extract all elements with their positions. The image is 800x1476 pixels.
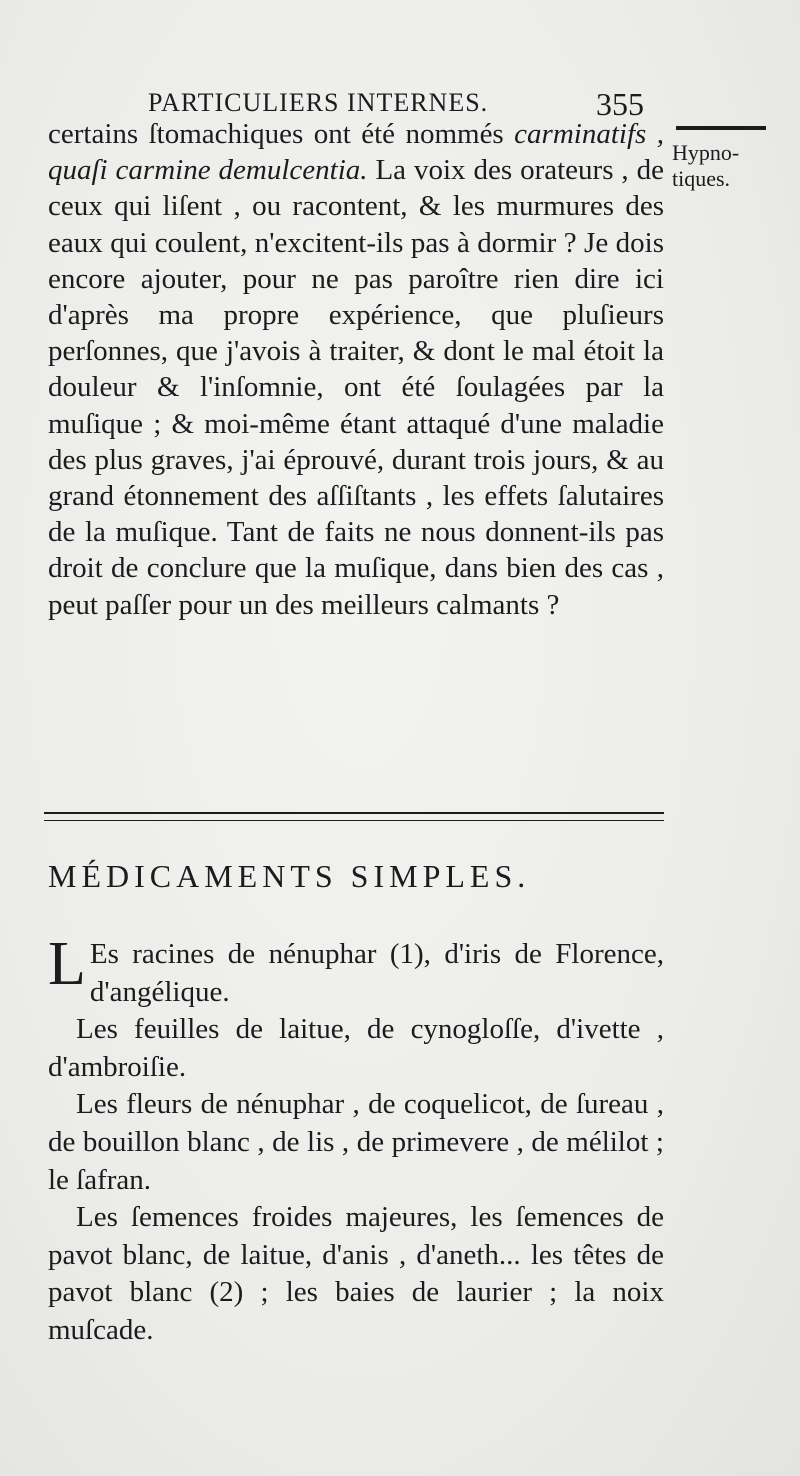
running-head: PARTICULIERS INTERNES. (148, 88, 489, 117)
italic-phrase: carminatifs , quaſi carmine demulcentia. (48, 118, 664, 187)
medicament-list (48, 930, 664, 1350)
list-item: Les feuilles de laitue, de cynogloſſe, d'ivette , d'ambroiſie. (48, 1013, 664, 1083)
section-title: MÉDICAMENTS SIMPLES. (48, 858, 531, 894)
list-item-text: Es racines de nénuphar (1), d'iris de Florence, d'angélique. (89, 938, 664, 1008)
margin-note: Hypno-tiques. (672, 140, 740, 191)
page-number: 355 (596, 86, 644, 122)
list-item: Les ſemences froides majeures, les ſemences de pavot blanc, de laitue, d'anis , d'aneth... les têtes de pavot blanc (2) ; les baies de laurier ; la noix muſcade. (48, 1201, 664, 1346)
paragraph-start: certains ſtomachiques ont été nommés (48, 118, 515, 150)
body-paragraph (48, 116, 664, 623)
list-item: Les fleurs de nénuphar , de coquelicot, de ſureau , de bouillon blanc , de lis , de primevere , de mélilot ; le ſafran. (48, 1088, 664, 1196)
section-divider (44, 812, 664, 821)
paragraph-rest: La voix des orateurs , de ceux qui liſent , ou racontent, & les murmures des eaux qui coulent, n'excitent-ils pas à dormir ? Je dois encore ajouter, pour ne pas paroître rien dire ici d'après ma propre expérience, que pluſieurs perſonnes, que j'avois à traiter, & dont le mal étoit la douleur & l'inſomnie, ont été ſoulagées par la muſique ; & moi-même étant attaqué d'une maladie des plus graves, j'ai éprouvé, durant trois jours, & au grand étonnement des aſſiſtants , les effets ſalutaires de la muſique. Tant de faits ne nous donnent-ils pas droit de conclure que la muſique, dans bien des cas , peut paſſer pour un des meilleurs calmants ? (48, 154, 664, 621)
drop-cap: L (48, 930, 86, 998)
margin-rule (676, 126, 766, 130)
list-item (48, 930, 664, 1011)
